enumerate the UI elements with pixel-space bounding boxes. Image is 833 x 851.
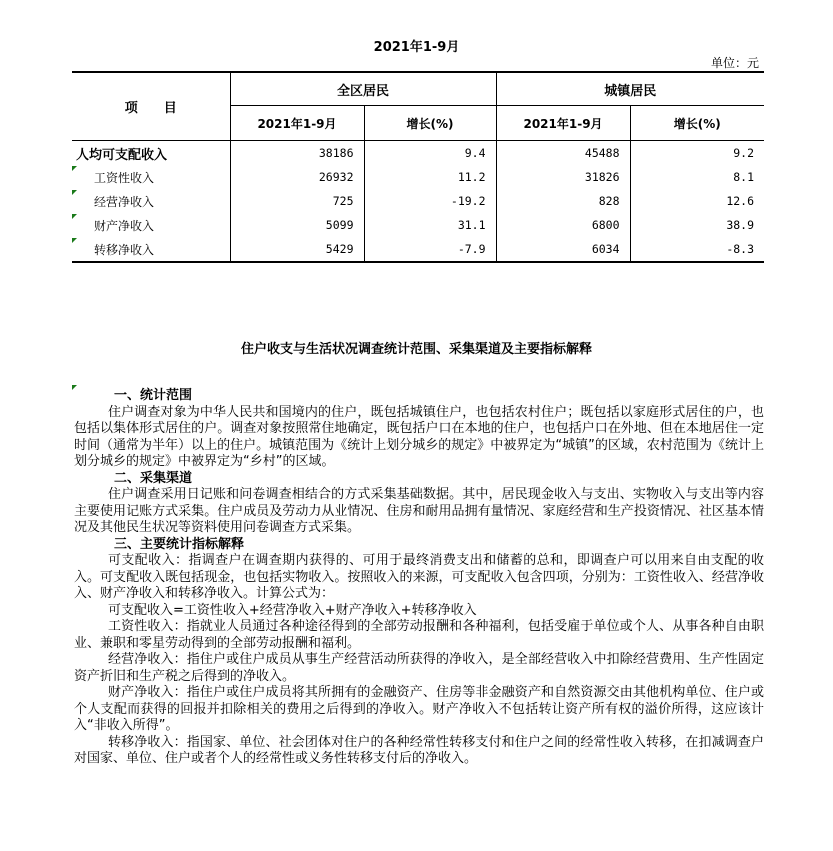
row-label: 人均可支配收入 — [76, 147, 168, 163]
cell-urban: 6800 — [496, 213, 630, 237]
paragraph: 可支配收入：指调查户在调查期内获得的、可用于最终消费支出和储蓄的总和，即调查户可以用来自由支配的收入。可支配收入既包括现金，也包括实物收入。按照收入的来源，可支配收入包含四项，分别为：工资性收入、经营净收入、财产净收入和转移净收入。计算公式为： — [74, 553, 764, 601]
group-urban-header: 城镇居民 — [496, 72, 764, 106]
cell-urban-growth: 12.6 — [630, 189, 764, 213]
row-label: 财产净收入 — [72, 213, 230, 237]
section-heading: 一、统计范围 — [114, 388, 193, 403]
table-row — [72, 213, 764, 237]
col-period-urban: 2021年1-9月 — [496, 106, 630, 141]
paragraph: 住户调查对象为中华人民共和国境内的住户，既包括城镇住户，也包括农村住户；既包括以家庭形式居住的户，也包括以集体形式居住的户。调查对象按照常住地确定，既包括户口在本地的住户，也包括户口在外地、但在本地居住一定时间（通常为半年）以上的住户。城镇范围为《统计上划分城乡的规定》中被界定为“城镇”的区域，农村范围为《统计上划分城乡的规定》中被界定为“乡村”的区域。 — [74, 404, 764, 469]
table-row — [72, 237, 764, 262]
table-row — [72, 189, 764, 213]
cell-all-growth: 9.4 — [364, 141, 496, 166]
col-period-all: 2021年1-9月 — [230, 106, 364, 141]
cell-all-growth: -19.2 — [364, 189, 496, 213]
table-period-title: 2021年1-9月 — [373, 40, 460, 55]
paragraph: 财产净收入：指住户或住户成员将其所拥有的金融资产、住房等非金融资产和自然资源交由其他机构单位、住户或个人支配而获得的回报并扣除相关的费用之后得到的净收入。财产净收入不包括转让资产所有权的溢价所得，这应该计入“非收入所得”。 — [74, 685, 764, 733]
cell-urban: 6034 — [496, 237, 630, 262]
section-heading: 二、采集渠道 — [114, 470, 193, 486]
table-row — [72, 165, 764, 189]
cell-all-growth: 31.1 — [364, 213, 496, 237]
unit-label: 单位：元 — [710, 56, 759, 70]
cell-urban-growth: 9.2 — [630, 141, 764, 166]
paragraph: 工资性收入：指就业人员通过各种途径得到的全部劳动报酬和各种福利，包括受雇于单位或个人、从事各种自由职业、兼职和零星劳动得到的全部劳动报酬和福利。 — [74, 619, 764, 651]
cell-all-growth: 11.2 — [364, 165, 496, 189]
paragraph: 经营净收入：指住户或住户成员从事生产经营活动所获得的净收入，是全部经营收入中扣除经营费用、生产性固定资产折旧和生产税之后得到的净收入。 — [74, 652, 764, 684]
col-growth-urban: 增长(%) — [630, 106, 764, 141]
item-header: 项 目 — [72, 72, 230, 141]
row-label: 工资性收入 — [72, 165, 230, 189]
cell-urban-growth: 8.1 — [630, 165, 764, 189]
cell-urban-growth: 38.9 — [630, 213, 764, 237]
group-all-header: 全区居民 — [230, 72, 496, 106]
cell-urban: 45488 — [496, 141, 630, 166]
section-heading: 三、主要统计指标解释 — [114, 536, 245, 552]
cell-all: 5429 — [230, 237, 364, 262]
cell-all: 38186 — [230, 141, 364, 166]
table-row — [72, 141, 764, 166]
col-growth-all: 增长(%) — [364, 106, 496, 141]
paragraph: 住户调查采用日记账和问卷调查相结合的方式采集基础数据。其中，居民现金收入与支出、实物收入与支出等内容主要使用记账方式采集。住户成员及劳动力从业情况、住房和耐用品拥有量情况、家庭经营和生产投资情况、社区基本情况及其他民生状况等资料使用问卷调查方式采集。 — [74, 487, 764, 535]
cell-urban: 31826 — [496, 165, 630, 189]
row-label: 转移净收入 — [72, 237, 230, 262]
cell-urban-growth: -8.3 — [630, 237, 764, 262]
cell-urban: 828 — [496, 189, 630, 213]
doc-title: 住户收支与生活状况调查统计范围、采集渠道及主要指标解释 — [240, 342, 592, 357]
doc-body — [74, 388, 764, 768]
cell-all-growth: -7.9 — [364, 237, 496, 262]
cell-all: 5099 — [230, 213, 364, 237]
formula: 可支配收入=工资性收入+经营净收入+财产净收入+转移净收入 — [108, 602, 477, 618]
cell-all: 725 — [230, 189, 364, 213]
row-label: 经营净收入 — [72, 189, 230, 213]
income-table — [72, 71, 764, 263]
cell-all: 26932 — [230, 165, 364, 189]
paragraph: 转移净收入：指国家、单位、社会团体对住户的各种经常性转移支付和住户之间的经常性收入转移，在扣减调查户对国家、单位、住户或者个人的经常性或义务性转移支付后的净收入。 — [74, 734, 764, 766]
